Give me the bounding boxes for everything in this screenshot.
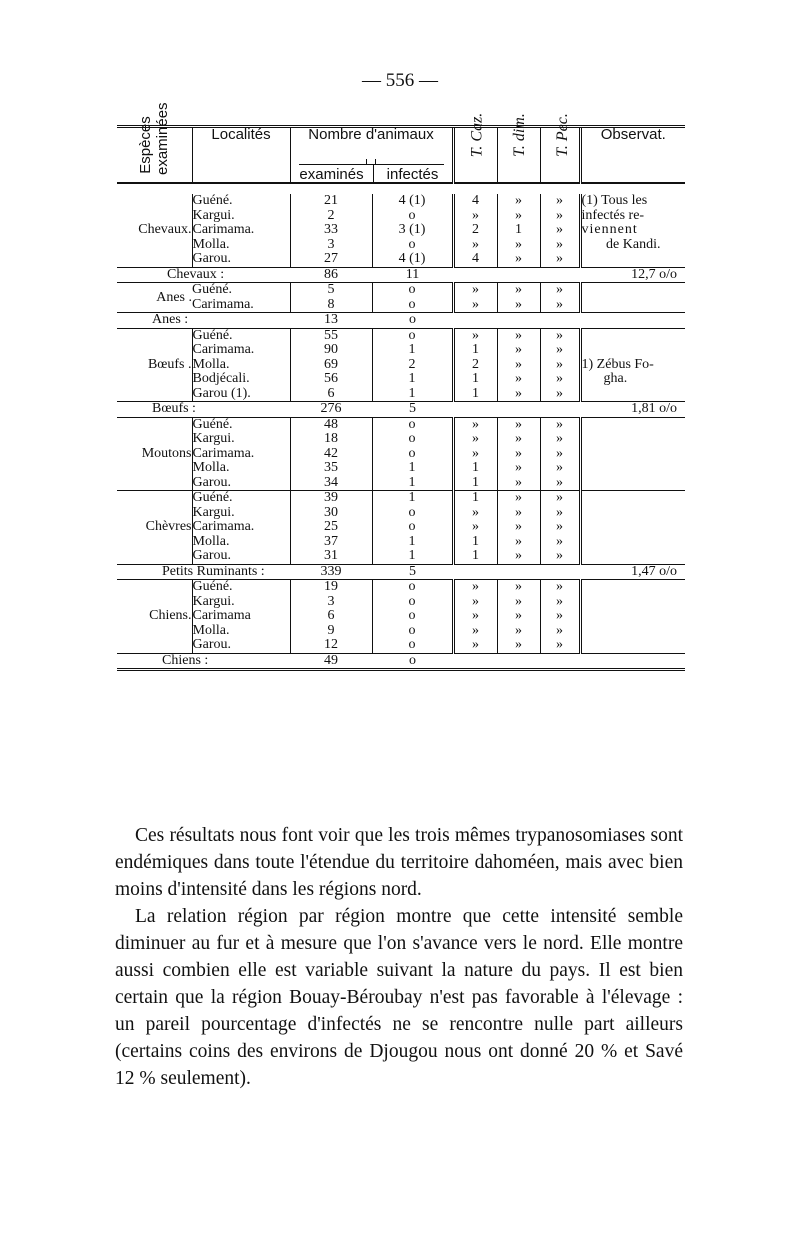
cell-pec: »: [540, 252, 580, 267]
cell-caz: »: [453, 283, 497, 298]
cell-caz: 1: [453, 387, 497, 402]
cell-caz: »: [453, 580, 497, 595]
cell-inf: o: [372, 506, 453, 521]
cell-exa: 90: [290, 343, 372, 358]
cell-loc: Molla.: [192, 238, 290, 253]
cell-loc: Carimama.: [192, 296, 254, 312]
total-row: [117, 564, 685, 580]
cell-inf: o: [372, 638, 453, 653]
cell-pec: »: [540, 549, 580, 564]
cell-inf: o: [372, 447, 453, 462]
species-boeufs: Bœufs .: [147, 356, 192, 372]
header-localites: Localités: [192, 127, 290, 184]
total-label: Chevaux :: [117, 267, 290, 283]
cell-caz: »: [453, 209, 497, 224]
header-especes: Espèces examinées: [117, 127, 192, 184]
header-t-pec: T. Pec.: [540, 127, 580, 184]
cell-loc: Guéné.: [192, 328, 290, 343]
table-row: [117, 238, 685, 253]
cell-pec: »: [540, 343, 580, 358]
total-row: [117, 267, 685, 283]
cell-inf: 1: [372, 372, 453, 387]
cell-dim: »: [497, 194, 540, 209]
brace-decoration: [299, 164, 444, 173]
cell-caz: »: [453, 432, 497, 447]
table-row: [117, 638, 685, 653]
cell-caz: »: [453, 520, 497, 535]
cell-inf: o: [372, 283, 453, 298]
table-row: [117, 283, 685, 298]
cell-exa: 6: [290, 387, 372, 402]
cell-inf: o: [372, 328, 453, 343]
cell-pec: »: [540, 194, 580, 209]
paragraph: Ces résultats nous font voir que les trois mêmes trypanosomiases sont endémiques dans toute l'étendue du territoire dahoméen, mais avec bien moins d'intensité dans les régions nord.: [115, 825, 683, 900]
table-row: [117, 298, 685, 313]
cell-exa: 37: [290, 535, 372, 550]
total-label: Petits Ruminants :: [117, 564, 290, 580]
header-infectes: infectés: [373, 164, 452, 182]
cell-obs: gha.: [580, 372, 685, 387]
cell-caz: »: [453, 328, 497, 343]
cell-inf: 1: [372, 476, 453, 491]
total-row: [117, 402, 685, 418]
table-row: [117, 447, 685, 462]
cell-loc: Molla.: [192, 461, 290, 476]
table-row: [117, 520, 685, 535]
cell-dim: »: [497, 520, 540, 535]
cell-obs: de Kandi.: [580, 238, 685, 253]
cell-pec: »: [540, 417, 580, 432]
cell-dim: »: [497, 432, 540, 447]
cell-caz: »: [453, 447, 497, 462]
cell-exa: 42: [290, 447, 372, 462]
table-row: [117, 432, 685, 447]
total-row: [117, 313, 685, 329]
results-table: [117, 102, 685, 671]
header-t-caz: T. Caz.: [453, 127, 497, 184]
table-row: [117, 476, 685, 491]
species-anes: Anes .: [156, 289, 192, 305]
cell-exa: 35: [290, 461, 372, 476]
cell-exa: 3: [290, 595, 372, 610]
cell-exa: 27: [290, 252, 372, 267]
cell-exa: 3: [290, 238, 372, 253]
cell-pec: »: [540, 609, 580, 624]
cell-caz: 1: [453, 476, 497, 491]
cell-loc: Kargui.: [192, 209, 290, 224]
cell-caz: »: [453, 238, 497, 253]
total-exa: 276: [290, 402, 372, 418]
cell-loc: Carimama: [192, 609, 290, 624]
header-t-dim: T. dim.: [497, 127, 540, 184]
cell-dim: »: [497, 491, 540, 506]
cell-pec: »: [540, 447, 580, 462]
total-pct: 1,47 o/o: [580, 564, 685, 580]
total-pct: 1,81 o/o: [580, 402, 685, 418]
header-nombre: [290, 127, 453, 184]
cell-inf: o: [372, 298, 453, 313]
cell-pec: »: [540, 461, 580, 476]
header-observat: Observat.: [580, 127, 685, 184]
cell-exa: 19: [290, 580, 372, 595]
cell-loc: Garou.: [192, 638, 290, 653]
table-row: [117, 387, 685, 402]
table-row: [117, 223, 685, 238]
cell-inf: o: [372, 417, 453, 432]
cell-dim: »: [497, 417, 540, 432]
cell-pec: »: [540, 476, 580, 491]
species-chevaux: Chevaux.: [138, 222, 192, 238]
table-row: [117, 624, 685, 639]
cell-dim: »: [497, 624, 540, 639]
cell-dim: »: [497, 343, 540, 358]
cell-exa: 5: [290, 283, 372, 298]
header-nombre-title: Nombre d'animaux: [308, 126, 434, 143]
cell-loc: Garou (1).: [192, 387, 290, 402]
cell-pec: »: [540, 298, 580, 313]
cell-caz: »: [453, 506, 497, 521]
cell-caz: »: [453, 417, 497, 432]
cell-exa: 25: [290, 520, 372, 535]
cell-caz: 1: [453, 549, 497, 564]
cell-pec: »: [540, 506, 580, 521]
table-row: [117, 549, 685, 564]
cell-loc: Molla.: [192, 624, 290, 639]
cell-exa: 48: [290, 417, 372, 432]
cell-obs: infectés re-: [580, 209, 685, 224]
cell-obs: 1) Zébus Fo-: [580, 358, 685, 373]
cell-exa: 30: [290, 506, 372, 521]
table-row: [117, 372, 685, 387]
cell-caz: 4: [453, 252, 497, 267]
cell-dim: »: [497, 476, 540, 491]
cell-loc: Kargui.: [192, 506, 290, 521]
table-row: [117, 343, 685, 358]
cell-inf: o: [372, 580, 453, 595]
cell-exa: 34: [290, 476, 372, 491]
cell-caz: 4: [453, 194, 497, 209]
total-pct: [580, 653, 685, 670]
cell-pec: »: [540, 238, 580, 253]
cell-pec: »: [540, 223, 580, 238]
cell-obs: [580, 252, 685, 267]
header-examines: examinés: [299, 166, 364, 183]
cell-caz: 1: [453, 535, 497, 550]
cell-dim: »: [497, 298, 540, 313]
cell-inf: 2: [372, 358, 453, 373]
species-moutons: Moutons: [141, 445, 192, 461]
cell-loc: Guéné.: [192, 417, 290, 432]
cell-loc: Molla.: [192, 358, 290, 373]
cell-pec: »: [540, 387, 580, 402]
total-exa: 13: [290, 313, 372, 329]
cell-dim: »: [497, 238, 540, 253]
cell-caz: 1: [453, 461, 497, 476]
cell-exa: 6: [290, 609, 372, 624]
cell-caz: »: [453, 298, 497, 313]
body-text: [115, 822, 683, 1092]
table-row: [117, 580, 685, 595]
total-inf: o: [372, 653, 453, 670]
cell-pec: »: [540, 580, 580, 595]
species-chiens: Chiens.: [149, 608, 192, 624]
cell-dim: »: [497, 252, 540, 267]
total-label: Anes :: [117, 313, 290, 329]
cell-pec: »: [540, 283, 580, 298]
table-row: [117, 461, 685, 476]
cell-caz: 1: [453, 343, 497, 358]
cell-dim: »: [497, 387, 540, 402]
cell-obs: (1) Tous les: [580, 194, 685, 209]
cell-inf: o: [372, 624, 453, 639]
cell-caz: »: [453, 638, 497, 653]
cell-caz: »: [453, 595, 497, 610]
total-exa: 49: [290, 653, 372, 670]
total-pct: 12,7 o/o: [580, 267, 685, 283]
total-inf: 5: [372, 402, 453, 418]
cell-inf: o: [372, 432, 453, 447]
total-inf: 11: [372, 267, 453, 283]
cell-pec: »: [540, 520, 580, 535]
table-row: [117, 535, 685, 550]
table-row: [117, 595, 685, 610]
cell-loc: Guéné.: [192, 491, 290, 506]
cell-pec: »: [540, 328, 580, 343]
table-row: [117, 358, 685, 373]
cell-dim: »: [497, 506, 540, 521]
total-inf: o: [372, 313, 453, 329]
cell-pec: »: [540, 491, 580, 506]
cell-exa: 2: [290, 209, 372, 224]
cell-inf: 4 (1): [372, 194, 453, 209]
cell-loc: Bodjécali.: [192, 372, 290, 387]
cell-loc: Molla.: [192, 535, 290, 550]
cell-loc: Guéné.: [192, 580, 290, 595]
cell-inf: 1: [372, 387, 453, 402]
total-inf: 5: [372, 564, 453, 580]
cell-inf: o: [372, 209, 453, 224]
cell-caz: 1: [453, 372, 497, 387]
total-pct: [580, 313, 685, 329]
cell-dim: »: [497, 461, 540, 476]
total-row: [117, 653, 685, 670]
cell-inf: 4 (1): [372, 252, 453, 267]
cell-pec: »: [540, 209, 580, 224]
table-header-row: [117, 127, 685, 184]
total-exa: 86: [290, 267, 372, 283]
cell-loc: Garou.: [192, 549, 290, 564]
cell-dim: »: [497, 358, 540, 373]
cell-dim: »: [497, 549, 540, 564]
cell-inf: o: [372, 595, 453, 610]
cell-dim: »: [497, 283, 540, 298]
cell-dim: »: [497, 609, 540, 624]
cell-dim: »: [497, 638, 540, 653]
cell-dim: »: [497, 209, 540, 224]
cell-exa: 33: [290, 223, 372, 238]
cell-loc: Carimama.: [192, 223, 290, 238]
cell-inf: o: [372, 609, 453, 624]
table-row: [117, 252, 685, 267]
cell-loc: Garou.: [192, 476, 290, 491]
cell-pec: »: [540, 595, 580, 610]
cell-dim: 1: [497, 223, 540, 238]
species-chevres: Chèvres: [145, 519, 192, 535]
cell-pec: »: [540, 372, 580, 387]
total-label: Chiens :: [117, 653, 290, 670]
cell-caz: »: [453, 624, 497, 639]
page-number: — 556 —: [362, 70, 438, 91]
cell-exa: 12: [290, 638, 372, 653]
table-row: [117, 194, 685, 209]
table-row: [117, 506, 685, 521]
cell-loc: Carimama.: [192, 520, 290, 535]
cell-caz: 1: [453, 491, 497, 506]
cell-dim: »: [497, 372, 540, 387]
cell-loc: Carimama.: [192, 447, 290, 462]
cell-dim: »: [497, 595, 540, 610]
table-row: [117, 417, 685, 432]
cell-pec: »: [540, 535, 580, 550]
cell-inf: 1: [372, 535, 453, 550]
cell-dim: »: [497, 328, 540, 343]
cell-exa: 55: [290, 328, 372, 343]
cell-exa: 21: [290, 194, 372, 209]
table-row: [117, 609, 685, 624]
cell-exa: 8: [290, 298, 372, 313]
cell-caz: 2: [453, 223, 497, 238]
cell-caz: »: [453, 609, 497, 624]
cell-exa: 39: [290, 491, 372, 506]
cell-pec: »: [540, 624, 580, 639]
cell-inf: 1: [372, 491, 453, 506]
cell-exa: 69: [290, 358, 372, 373]
cell-pec: »: [540, 638, 580, 653]
cell-exa: 9: [290, 624, 372, 639]
cell-inf: 1: [372, 343, 453, 358]
total-exa: 339: [290, 564, 372, 580]
cell-dim: »: [497, 447, 540, 462]
table-row: [117, 209, 685, 224]
cell-inf: o: [372, 520, 453, 535]
cell-inf: 1: [372, 549, 453, 564]
cell-loc: Garou.: [192, 252, 290, 267]
cell-inf: 3 (1): [372, 223, 453, 238]
cell-loc: Carimama.: [192, 343, 290, 358]
cell-loc: Kargui.: [192, 595, 290, 610]
cell-pec: »: [540, 358, 580, 373]
paragraph: La relation région par région montre que cette intensité semble diminuer au fur et à mesure que l'on s'avance vers le nord. Elle montre aussi combien elle est variable suivant la nature du pays. Il est bien certain que la région Bouay-Béroubay n'est pas favorable à l'élevage : un pareil pourcentage d'infectés ne se rencontre nulle part ailleurs (certains coins des environs de Djougou nous ont donné 20 % et Savé 12 % seulement).: [115, 906, 683, 1089]
cell-exa: 31: [290, 549, 372, 564]
cell-loc: Guéné.: [192, 194, 290, 209]
total-label: Bœufs :: [117, 402, 290, 418]
cell-pec: »: [540, 432, 580, 447]
cell-obs: viennent: [580, 223, 685, 238]
cell-inf: o: [372, 238, 453, 253]
table-row: [117, 491, 685, 506]
cell-loc: Kargui.: [192, 432, 290, 447]
cell-dim: »: [497, 535, 540, 550]
cell-inf: 1: [372, 461, 453, 476]
cell-dim: »: [497, 580, 540, 595]
cell-caz: 2: [453, 358, 497, 373]
cell-exa: 18: [290, 432, 372, 447]
table-row: [117, 328, 685, 343]
cell-exa: 56: [290, 372, 372, 387]
cell-loc: Guéné.: [192, 282, 233, 297]
